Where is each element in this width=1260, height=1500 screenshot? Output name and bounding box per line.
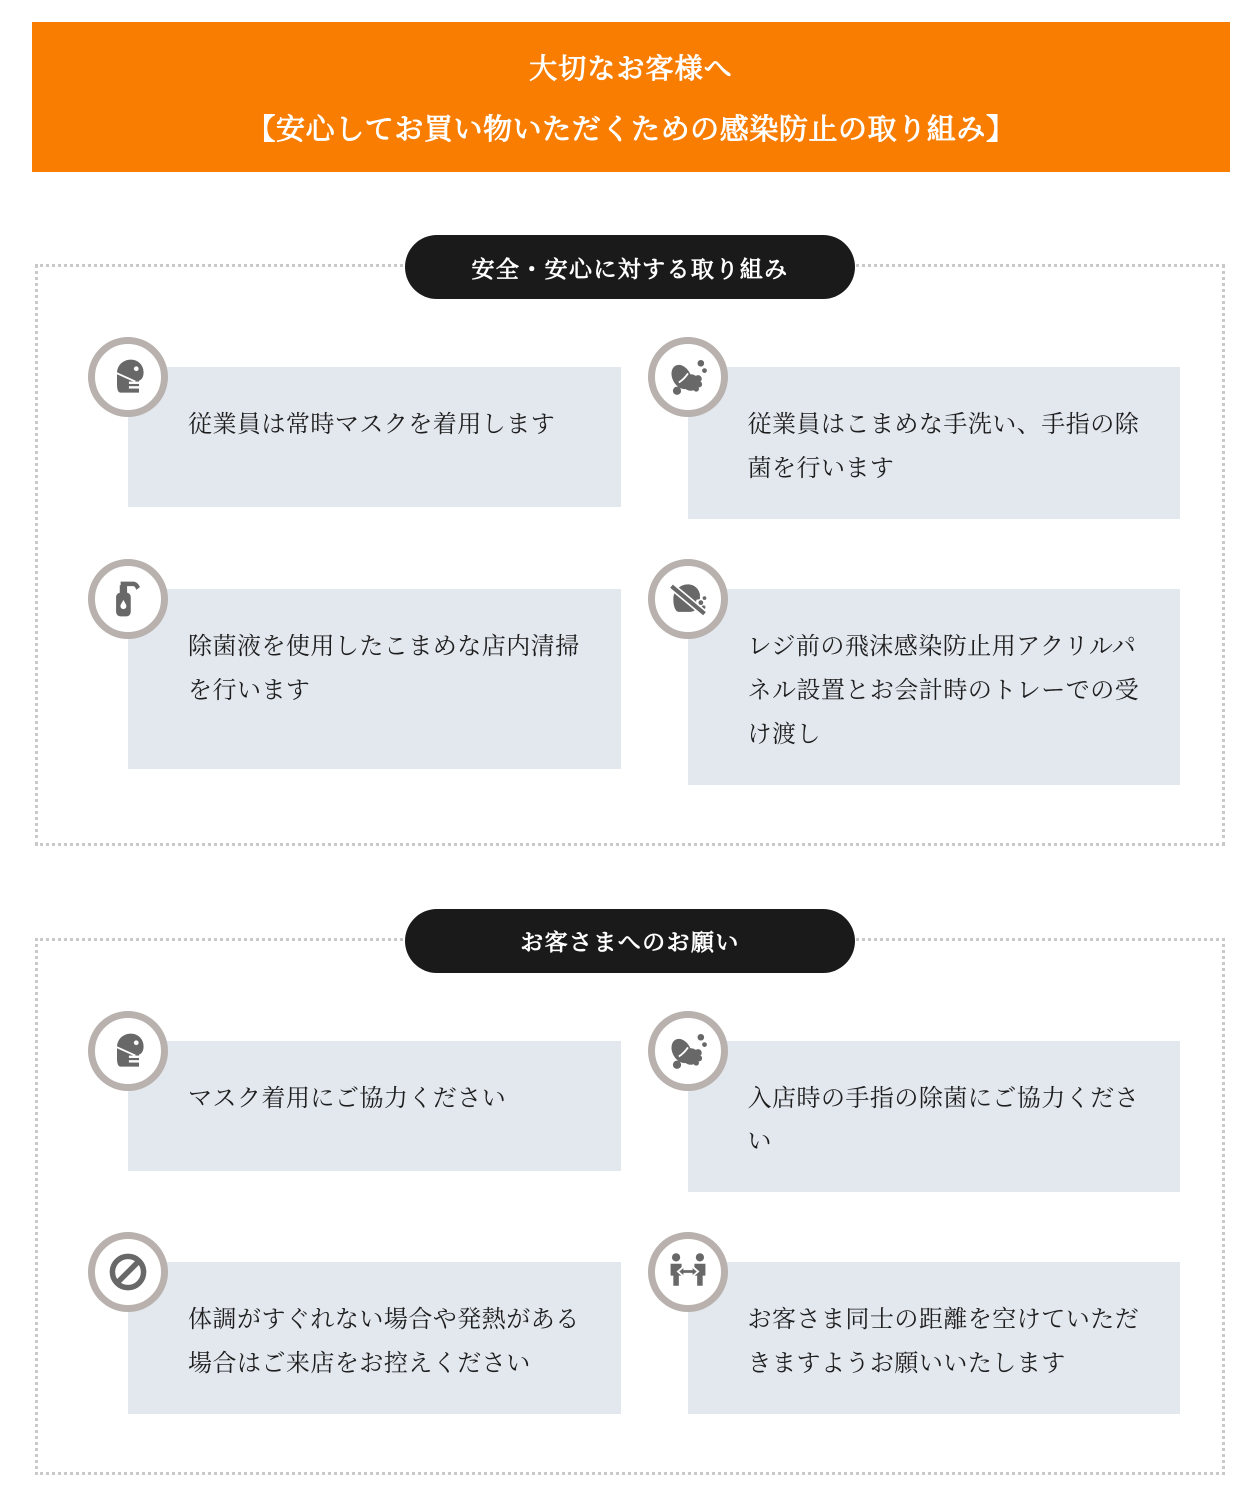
request-card [128,1262,621,1414]
request-card [128,1041,621,1171]
list-item [88,1011,621,1193]
list-item [88,1232,621,1414]
section-safety-measures [35,255,1225,846]
header-banner [32,22,1230,172]
list-item [648,337,1181,519]
safety-measures-grid [88,337,1180,785]
section-safety-measures-label: 安全・安心に対する取り組み [405,235,855,299]
measure-card [128,367,621,507]
list-item [88,559,621,785]
hand-washing-icon [648,1011,728,1091]
customer-requests-grid [88,1011,1180,1415]
header-subtitle: 【安心してお買い物いただくための感染防止の取り組み】 [246,113,1016,146]
prohibition-icon [88,1232,168,1312]
request-card [688,1041,1181,1193]
measure-text: レジ前の飛沫感染防止用アクリルパネル設置とお会計時のトレーでの受け渡し [747,632,1140,748]
measure-card [688,367,1181,519]
measure-text: 従業員は常時マスクを着用します [188,411,556,438]
mask-face-icon [88,337,168,417]
list-item [648,1011,1181,1193]
social-distance-icon [648,1232,728,1312]
measure-card [128,589,621,769]
section-customer-requests [35,929,1225,1476]
bottom-spacer [0,1475,1260,1500]
hand-washing-icon [648,337,728,417]
measure-text: 従業員はこまめな手洗い、手指の除菌を行います [747,411,1140,482]
measure-text: 除菌液を使用したこまめな店内清掃を行います [188,632,580,704]
list-item [648,559,1181,785]
request-text: お客さま同士の距離を空けていただきますようお願いいたします [747,1306,1140,1378]
list-item [648,1232,1181,1414]
section-customer-requests-label: お客さまへのお願い [405,909,855,973]
measure-card [688,589,1181,785]
mask-face-icon [88,1011,168,1091]
list-item [88,337,621,519]
droplet-prevention-icon [648,559,728,639]
request-text: 体調がすぐれない場合や発熱がある場合はご来店をお控えください [188,1306,580,1378]
spray-bottle-icon [88,559,168,639]
request-card [688,1262,1181,1414]
header-title: 大切なお客様へ [529,52,733,84]
request-text: マスク着用にご協力ください [188,1084,507,1112]
request-text: 入店時の手指の除菌にご協力ください [747,1084,1140,1156]
